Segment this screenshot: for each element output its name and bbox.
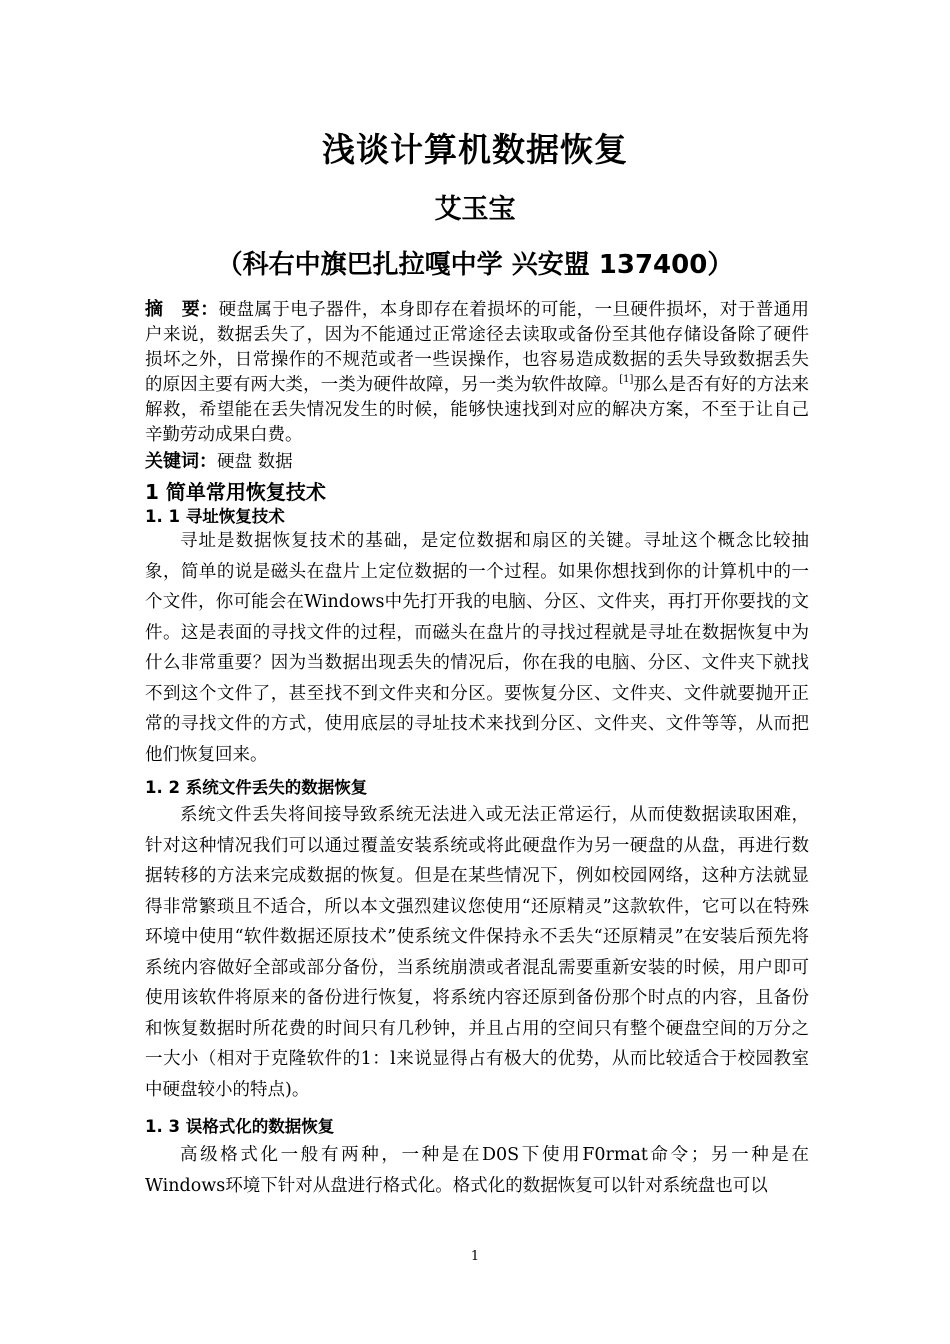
page-number: 1 xyxy=(470,1249,480,1264)
subsection-heading-1-3: 1. 3 误格式化的数据恢复 xyxy=(145,1117,335,1136)
paper-title: 浅谈计算机数据恢复 xyxy=(322,130,628,169)
keywords-label: 关键词： xyxy=(145,451,217,472)
abstract-text-continued: 那么是否有好的方法来解救，希望能在丢失情况发生的时候，能够快速找到对应的解决方案，不至于让自己辛勤劳动成果白费。 xyxy=(145,375,810,445)
author-affiliation: （科右中旗巴扎拉嘎中学 兴安盟 137400） xyxy=(216,250,734,280)
abstract-label: 摘 要： xyxy=(145,299,219,320)
subsection-heading-1-2: 1. 2 系统文件丢失的数据恢复 xyxy=(145,778,368,797)
citation-ref: [1] xyxy=(619,374,634,385)
keywords xyxy=(145,449,293,475)
subsection-heading-1-1: 1. 1 寻址恢复技术 xyxy=(145,507,285,526)
paragraph-addressing: 寻址是数据恢复技术的基础，是定位数据和扇区的关键。寻址这个概念比较抽象，简单的说是磁头在盘片上定位数据的一个过程。如果你想找到你的计算机中的一个文件，你可能会在Windows中先打开我的电脑、分区、文件夹，再打开你要找的文件。这是表面的寻找文件的过程，而磁头在盘片的寻找过程就是寻址在数据恢复中为什么非常重要？因为当数据出现丢失的情况后，你在我的电脑、分区、文件夹下就找不到这个文件了，甚至找不到文件夹和分区。要恢复分区、文件夹、文件就要抛开正常的寻找文件的方式，使用底层的寻址技术来找到分区、文件夹、文件等等，从而把他们恢复回来。 xyxy=(145,531,809,765)
section-heading-1: 1 简单常用恢复技术 xyxy=(145,480,326,504)
keywords-text: 硬盘 数据 xyxy=(217,452,293,472)
abstract xyxy=(145,297,809,448)
paragraph-format-recovery: 高级格式化一般有两种，一种是在D0S下使用F0rmat命令；另一种是在Windows环境下针对从盘进行格式化。格式化的数据恢复可以针对系统盘也可以 xyxy=(145,1145,809,1196)
paragraph-system-files: 系统文件丢失将间接导致系统无法进入或无法正常运行，从而使数据读取困难，针对这种情况我们可以通过覆盖安装系统或将此硬盘作为另一硬盘的从盘，再进行数据转移的方法来完成数据的恢复。但是在某些情况下，例如校园网络，这种方法就显得非常繁琐且不适合，所以本文强烈建议您使用“还原精灵”这款软件，它可以在特殊环境中使用“软件数据还原技术”使系统文件保持永不丢失“还原精灵”在安装后预先将系统内容做好全部或部分备份，当系统崩溃或者混乱需要重新安装的时候，用户即可使用该软件将原来的备份进行恢复，将系统内容还原到备份那个时点的内容，且备份和恢复数据时所花费的时间只有几秒钟，并且占用的空间只有整个硬盘空间的万分之一大小（相对于克隆软件的1：l来说显得占有极大的优势，从而比较适合于校园教室中硬盘较小的特点)。 xyxy=(145,805,809,1100)
abstract-text: 硬盘属于电子器件，本身即存在着损坏的可能，一旦硬件损坏，对于普通用户来说，数据丢失了，因为不能通过正常途径去读取或备份至其他存储设备除了硬件损坏之外，日常操作的不规范或者一些误操作，也容易造成数据的丢失导致数据丢失的原因主要有两大类，一类为硬件故障，另一类为软件故障。 xyxy=(145,300,810,395)
author-name: 艾玉宝 xyxy=(434,194,516,225)
